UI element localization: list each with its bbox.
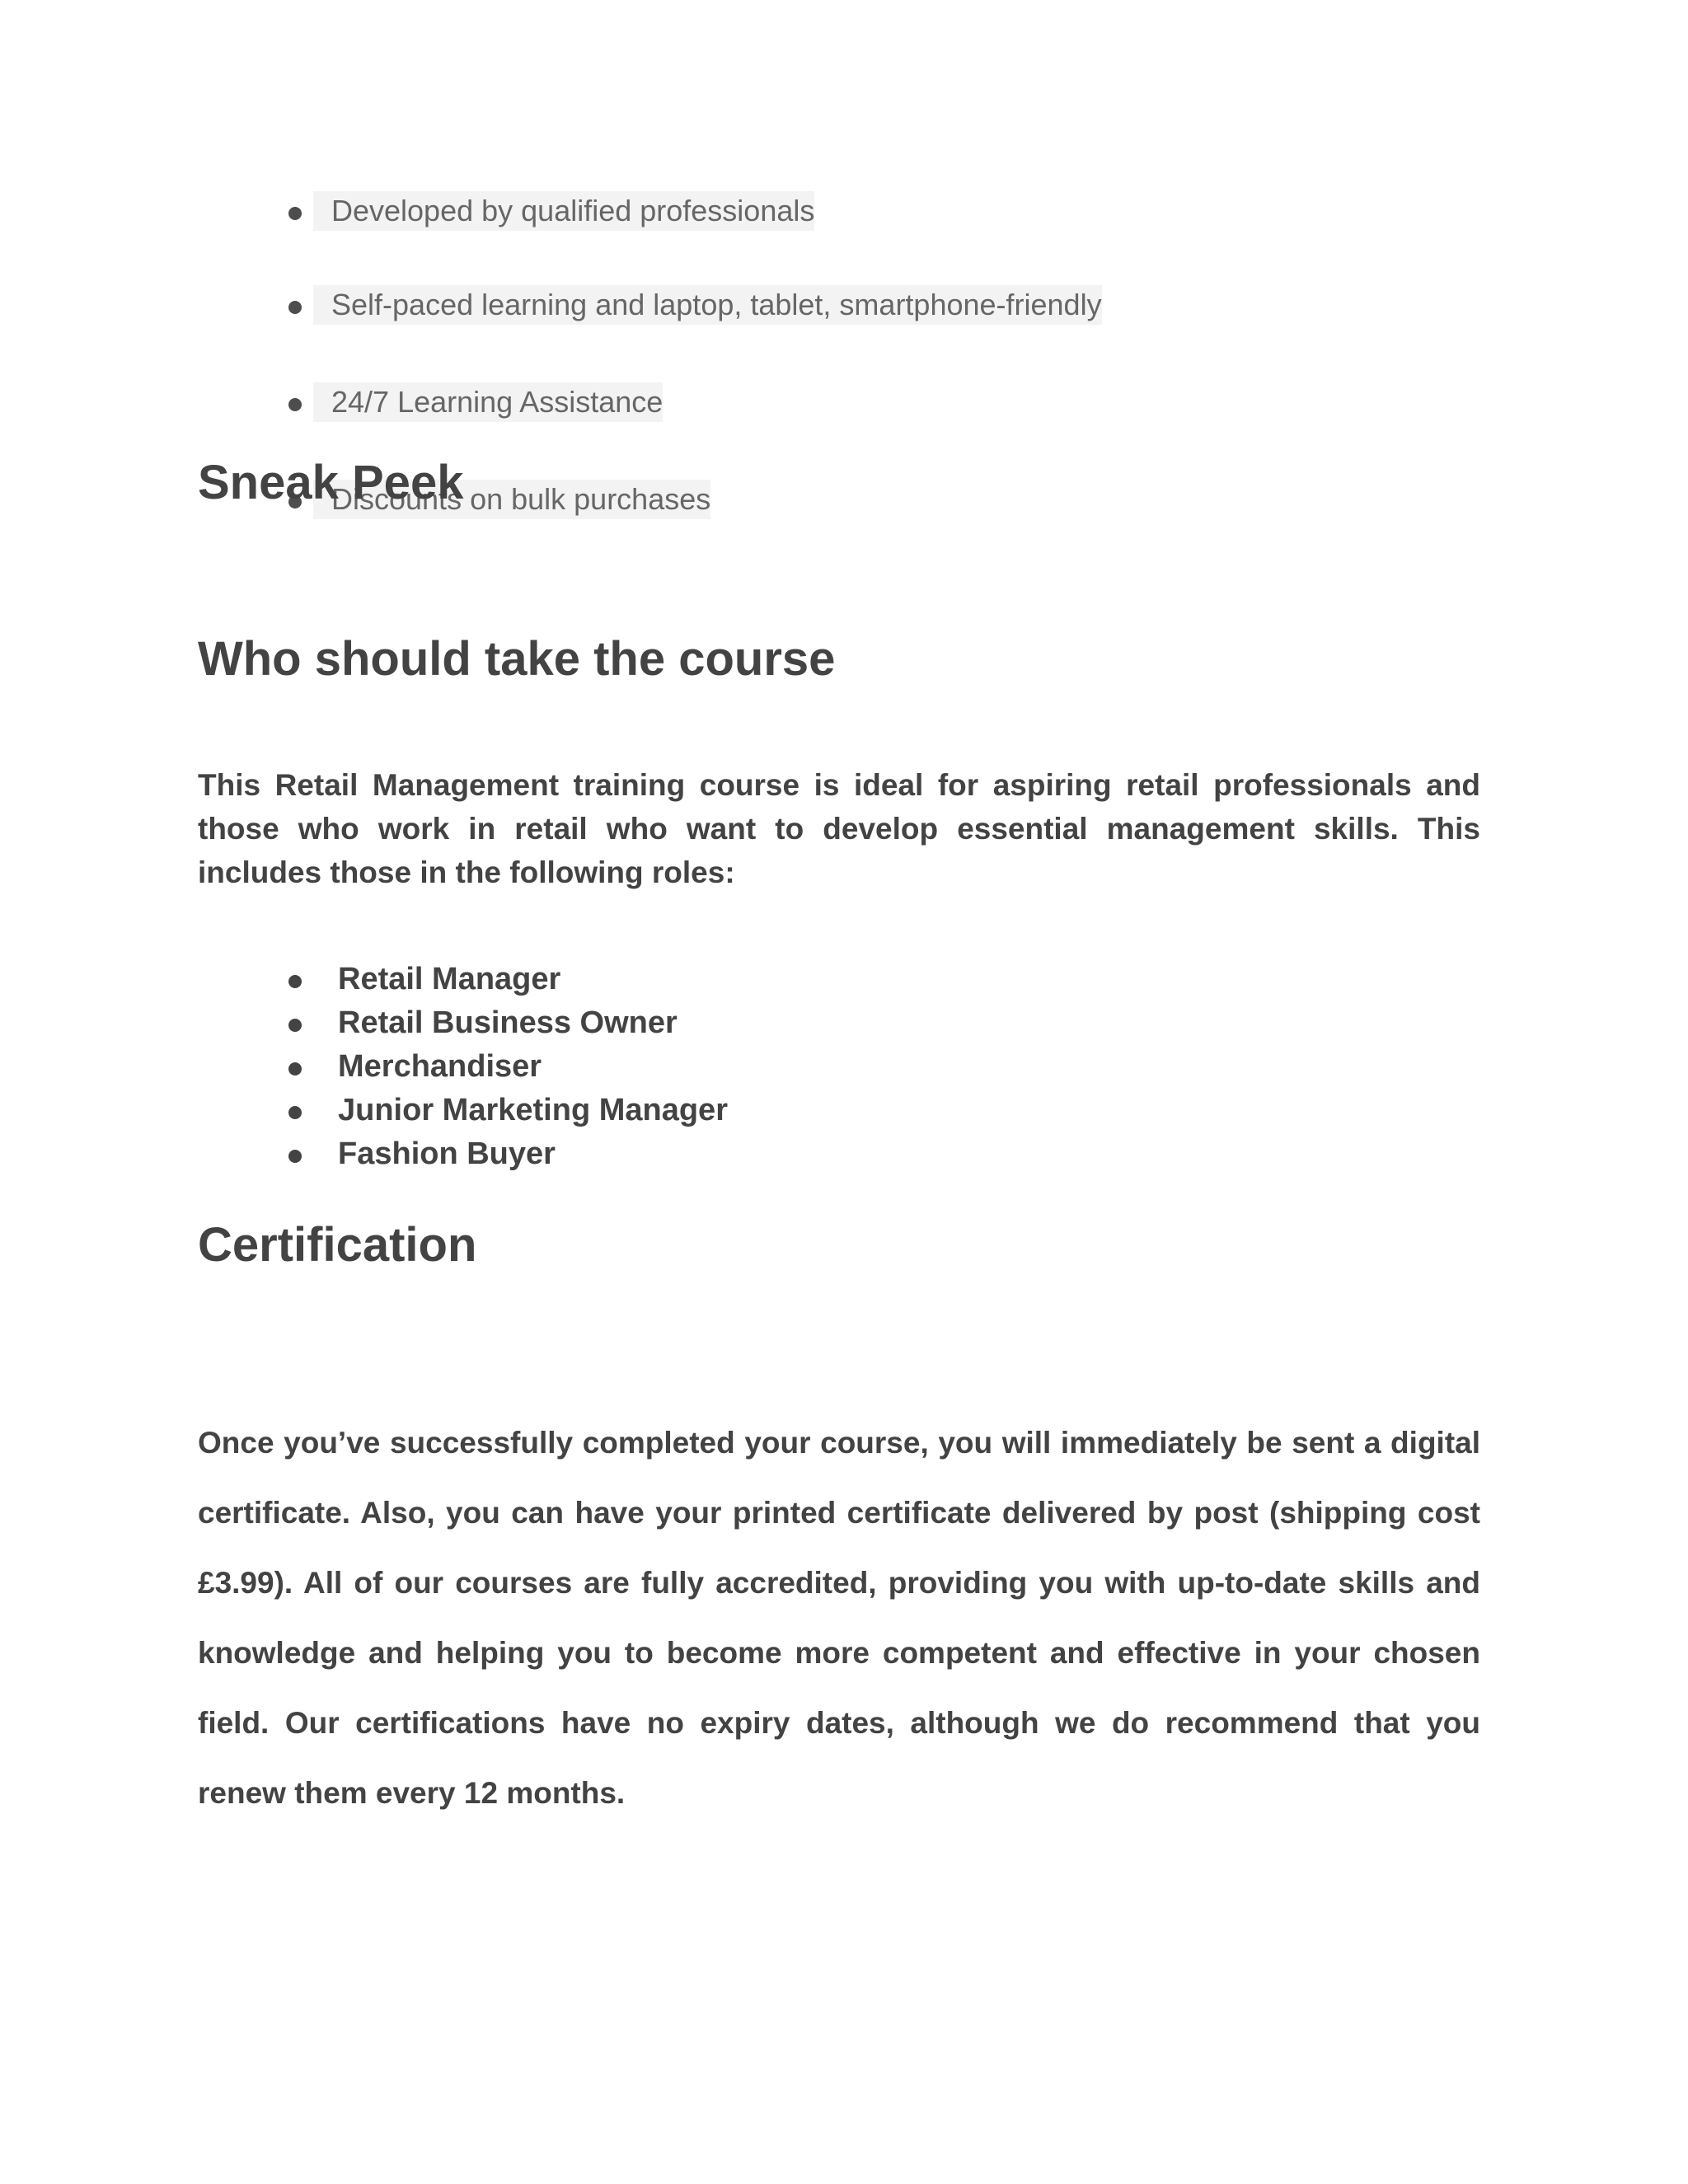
list-item [280,1001,728,1045]
role-text: Retail Business Owner [338,1005,678,1040]
bullet-icon [288,1106,302,1119]
bullet-icon [288,1062,302,1076]
feature-text: Discounts on bulk purchases [313,480,710,519]
bullet-icon [288,207,302,220]
feature-text: Self-paced learning and laptop, tablet, smartphone-friendly [313,285,1102,325]
feature-text: 24/7 Learning Assistance [313,382,663,422]
sneak-peek-heading: Sneak Peek [198,456,464,509]
list-item [280,285,1102,325]
list-item [280,1089,728,1132]
certification-body: Once you’ve successfully completed your course, you will immediately be sent a digital certificate. Also, you can have your printed certificate delivered by post (shipping cost £3.99). All of our courses are fully accredited, providing you with up-to-date skills and knowledge and helping you to become more competent and effective in your chosen field. Our certifications have no expiry dates, although we do recommend that you renew them every 12 months. [198,1426,1480,1810]
role-text: Merchandiser [338,1049,542,1084]
list-item [280,382,1102,422]
list-item [280,1045,728,1089]
bullet-icon [288,398,302,411]
bullet-icon [288,1019,302,1032]
feature-text: Developed by qualified professionals [313,191,814,231]
certification-heading: Certification [198,1218,477,1272]
list-item [280,191,1102,231]
role-text: Retail Manager [338,962,561,996]
list-item [280,1132,728,1176]
bullet-icon [288,1150,302,1163]
bullet-icon [288,975,302,988]
role-text: Fashion Buyer [338,1137,556,1171]
bullet-icon [288,301,302,314]
roles-list [280,958,728,1176]
audience-heading: Who should take the course [198,632,836,686]
role-text: Junior Marketing Manager [338,1093,728,1127]
list-item [280,958,728,1001]
audience-intro: This Retail Management training course is ideal for aspiring retail professionals and those who work in retail who want to develop essential management skills. This includes those in the following roles: [198,768,1480,889]
